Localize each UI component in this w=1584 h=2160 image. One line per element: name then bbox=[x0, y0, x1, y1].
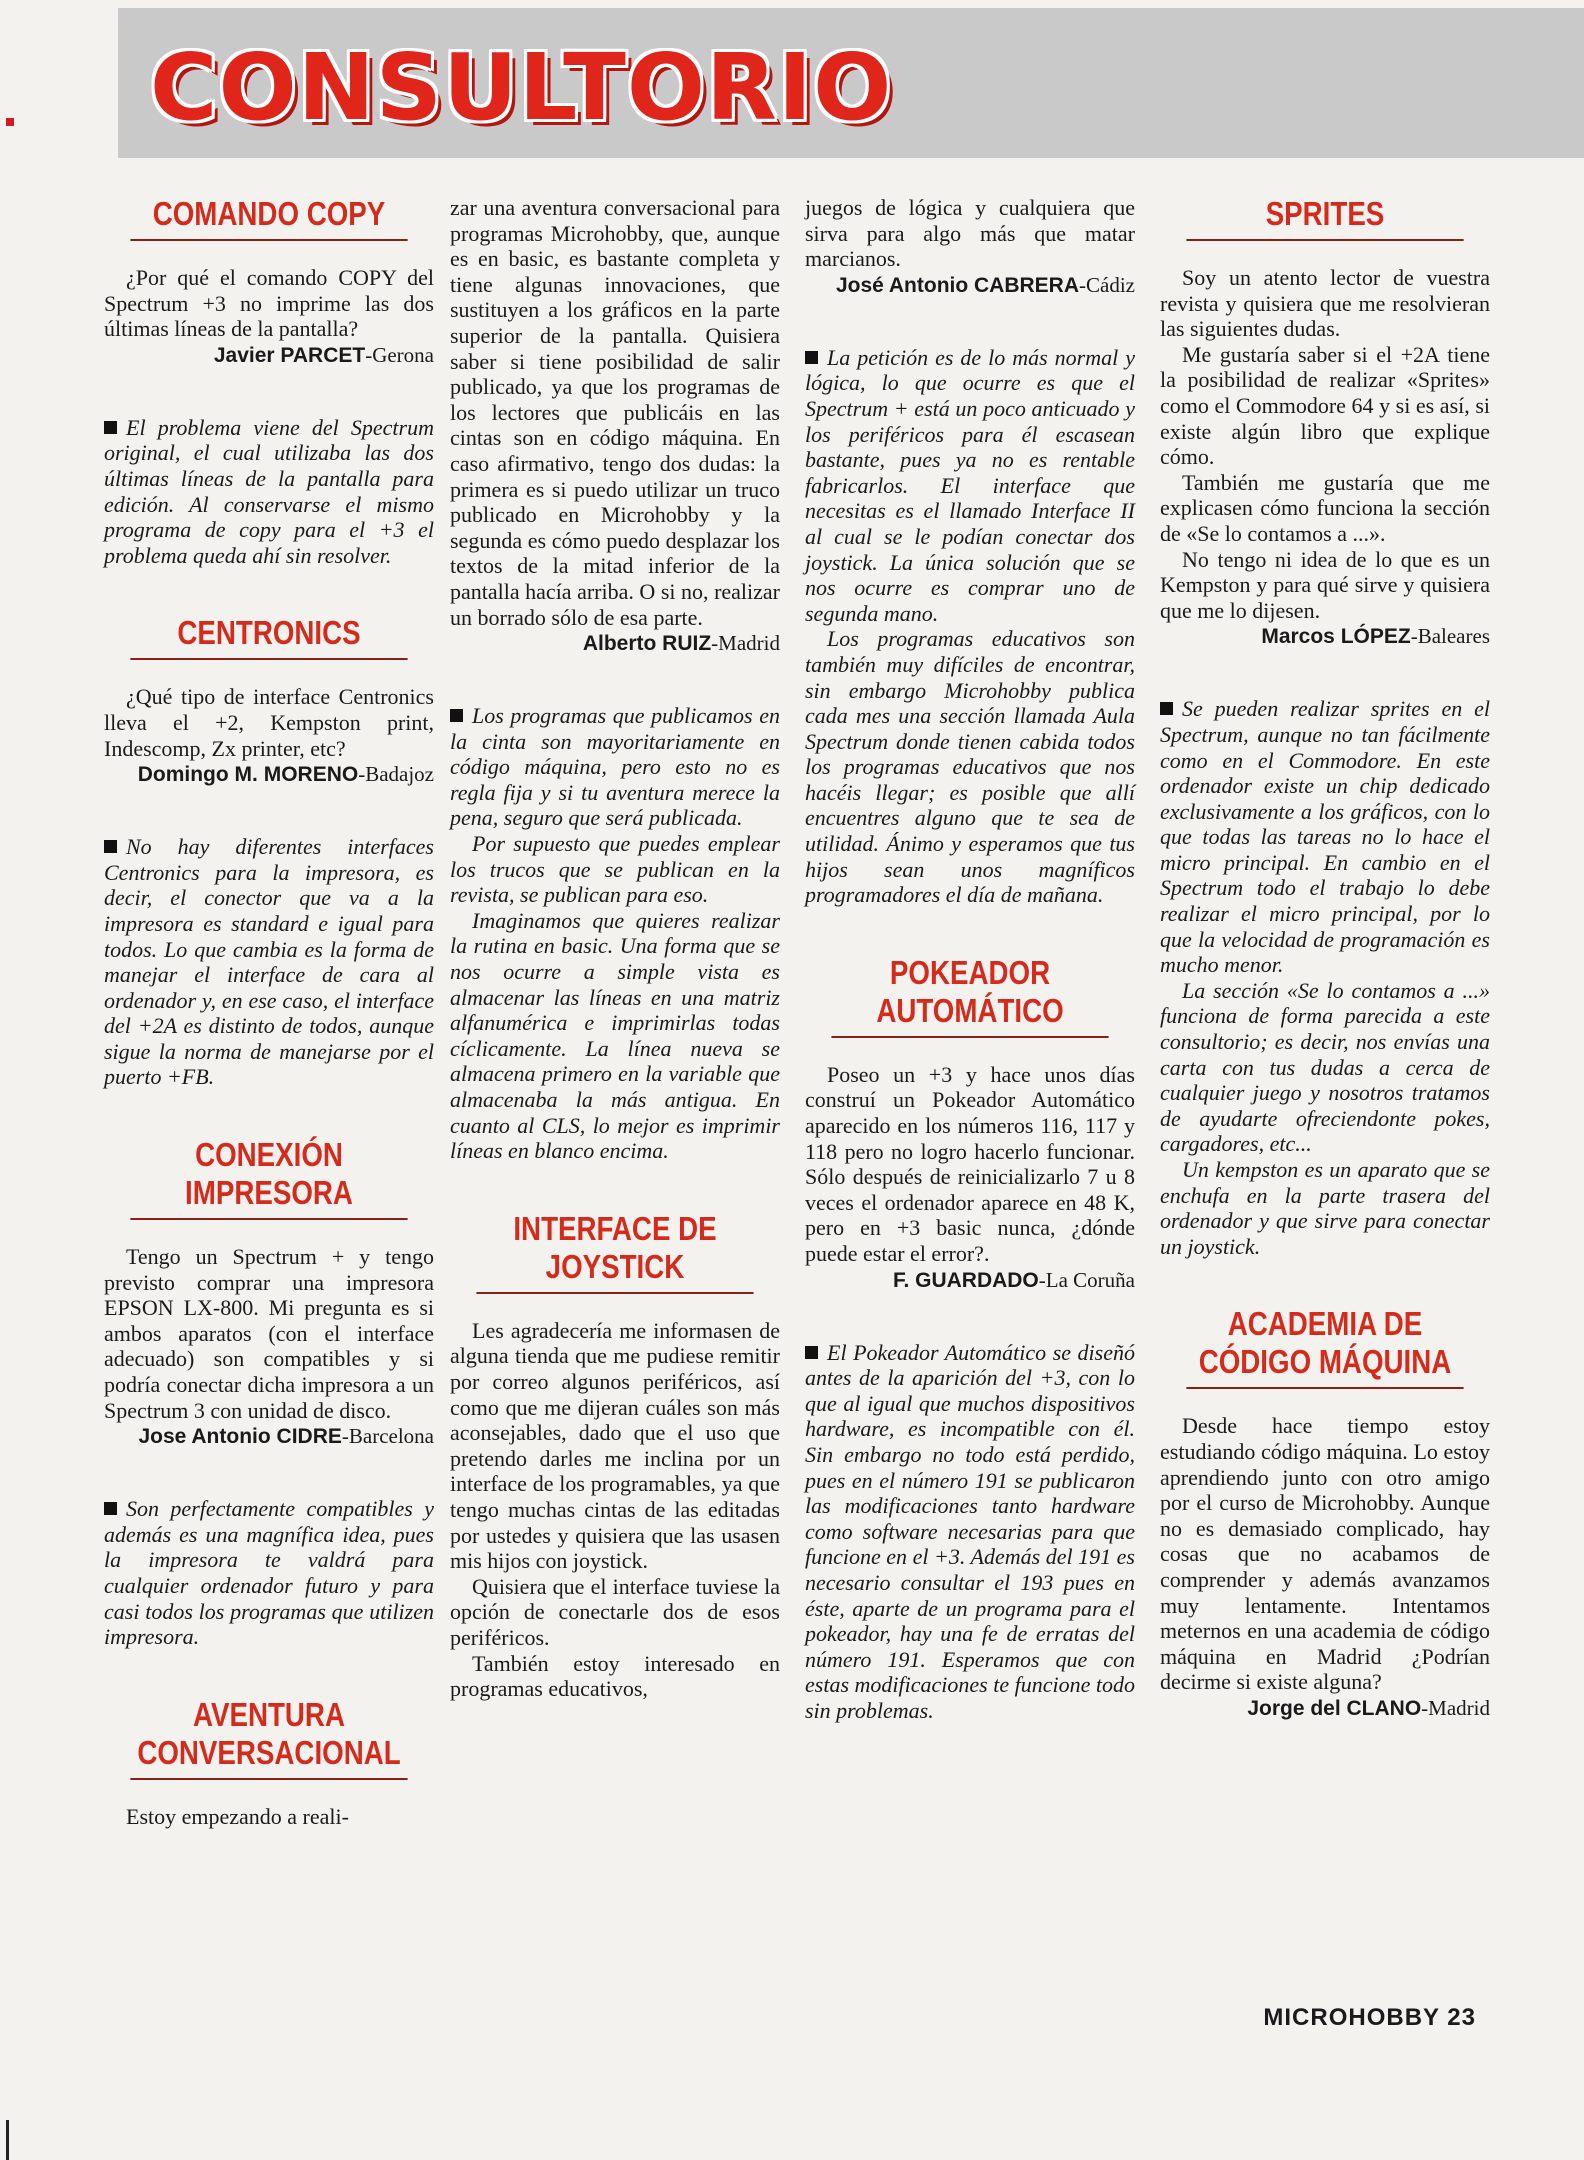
bullet-icon bbox=[805, 351, 818, 364]
author-signature: Jorge del CLANO-Madrid bbox=[1247, 1695, 1490, 1720]
answer-text: El Pokeador Automático se diseñó antes de la aparición del +3, con lo que al igual que muchos dispositivos hardware, es incompatible con él. Sin embargo no todo está perdido, pues en el número 191 se publicaron las modificaciones tanto hardware como software necesarias para que funcione en el +3. Además del 191 es necesario consultar el 193 pues en éste, aparte de un programa para el pokeador, hay una fe de erratas del número 191. Esperamos que con estas modificaciones te funcione todo sin problemas. bbox=[805, 1339, 1135, 1723]
section-conexion-impresora bbox=[104, 1136, 434, 1650]
answer-text: Un kempston es un aparato que se enchufa en la parte trasera del ordenador y que sirve para conectar un joystick. bbox=[1160, 1157, 1490, 1259]
author-signature: José Antonio CABRERA-Cádiz bbox=[835, 272, 1135, 297]
author-signature: Domingo M. MORENO-Badajoz bbox=[137, 762, 434, 787]
answer-text: La petición es de lo más normal y lógica, lo que ocurre es que el Spectrum + está un poco anticuado y los periféricos para él escasean bastante, pues ya no es rentable fabricarlos. El interface que necesitas es el llamado Interface II al cual se le podían conectar dos joystick. La única solución que se nos ocurre es comprar uno de segunda mano. bbox=[805, 344, 1135, 626]
question-text: ¿Por qué el comando COPY del Spectrum +3 no imprime las dos últimas líneas de la pantalla? bbox=[104, 265, 434, 342]
question-text: juegos de lógica y cualquiera que sirva para algo más que matar marcianos. bbox=[805, 195, 1135, 272]
author-signature: Alberto RUIZ-Madrid bbox=[582, 631, 780, 656]
bullet-icon bbox=[104, 840, 117, 853]
author-signature: F. GUARDADO-La Coruña bbox=[892, 1267, 1135, 1292]
author-signature: Javier PARCET-Gerona bbox=[213, 342, 434, 367]
page-edge-mark bbox=[6, 2120, 9, 2160]
column-3 bbox=[805, 195, 1135, 1724]
section-comando-copy bbox=[104, 195, 434, 568]
question-text: Desde hace tiempo estoy estudiando código máquina. Lo estoy aprendiendo junto con otro amigo por el curso de Microhobby. Aunque no es demasiado complicado, hay cosas que no acabamos de comprender y además avanzamos muy lentamente. Intentamos meternos en una academia de código máquina en Madrid ¿Podrían decirme si existe alguna? bbox=[1160, 1413, 1490, 1695]
question-text: Poseo un +3 y hace unos días construí un Pokeador Automático aparecido en los números 116, 117 y 118 pero no logro hacerlo funcionar. Sólo después de reinicializarlo 7 u 8 veces el ordenador aparece en 48 K, pero en +3 basic nunca, ¿dónde puede estar el error?. bbox=[805, 1061, 1135, 1266]
margin-mark bbox=[6, 118, 14, 126]
answer-text: Los programas que publicamos en la cinta son mayoritariamente en código máquina, pero esto no es regla fija y si tu aventura merece la pena, seguro que será publicada. bbox=[450, 703, 780, 831]
section-interface-joystick bbox=[450, 1210, 780, 1702]
answer-text: Son perfectamente compatibles y además es una magnífica idea, pues la impresora te valdrá para cualquier ordenador futuro y para casi todos los programas que utilizen impresora. bbox=[104, 1496, 434, 1650]
answer-text: La sección «Se lo contamos a ...» funciona de forma parecida a este consultorio; es decir, nos envías una carta con tus dudas a cerca de cualquier juego y nosotros tratamos de ayudarte ofreciendonte pokes, cargadores, etc... bbox=[1160, 977, 1490, 1157]
section-sprites bbox=[1160, 195, 1490, 1259]
answer-text: Se pueden realizar sprites en el Spectrum, aunque no tan fácilmente como en el Commodore. En este ordenador existe un chip dedicado exclusivamente a los gráficos, con lo que todas las tareas no lo hace el micro principal. En cambio en el Spectrum todo el trabajo lo debe realizar el micro principal, por lo que la velocidad de programación es mucho menor. bbox=[1160, 696, 1490, 978]
question-text: Soy un atento lector de vuestra revista y quisiera que me resolvieran las siguientes dudas. bbox=[1160, 265, 1490, 342]
question-text: zar una aventura conversacional para programas Microhobby, que, aunque es en basic, es bastante completa y tiene algunas innovaciones, que sustituyen a los gráficos en la parte superior de la pantalla. Quisiera saber si tiene posibilidad de salir publicado, ya que los programas de los lectores que publicáis en las cintas son en código máquina. En caso afirmativo, tengo dos dudas: la primera es si puedo utilizar un truco publicado en Microhobby y la segunda es cómo puedo desplazar los textos de la mitad inferior de la pantalla hacía arriba. O si no, realizar un borrado sólo de esa parte. bbox=[450, 195, 780, 630]
magazine-name: MICROHOBBY bbox=[1263, 2004, 1440, 2031]
question-text: Les agradecería me informasen de alguna tienda que me pudiese remitir por correo algunos periféricos, así como que me dijeran cuáles son más aconsejables, dado que el uso que pretendo darles me inclina por un interface de los programables, ya que tengo muchas cintas de las editadas por ustedes y quisiera que las usasen mis hijos con joystick. bbox=[450, 1317, 780, 1574]
page-title: CONSULTORIO bbox=[150, 34, 893, 141]
column-1 bbox=[104, 195, 434, 1829]
bullet-icon bbox=[104, 421, 117, 434]
section-title: CONEXIÓN IMPRESORA bbox=[130, 1136, 407, 1220]
column-2 bbox=[450, 195, 780, 1702]
bullet-icon bbox=[450, 709, 463, 722]
question-text: Me gustaría saber si el +2A tiene la posibilidad de realizar «Sprites» como el Commodore 64 y si es así, si existe algún libro que explique cómo. bbox=[1160, 341, 1490, 470]
bullet-icon bbox=[1160, 702, 1173, 715]
question-text: ¿Qué tipo de interface Centronics lleva el +2, Kempston print, Indescomp, Zx printer, etc? bbox=[104, 684, 434, 761]
page-footer bbox=[1263, 2004, 1476, 2032]
section-title: SPRITES bbox=[1186, 195, 1463, 241]
bullet-icon bbox=[104, 1502, 117, 1515]
section-title: INTERFACE DE JOYSTICK bbox=[476, 1210, 753, 1294]
section-title: COMANDO COPY bbox=[130, 195, 407, 241]
answer-text: No hay diferentes interfaces Centronics para la impresora, es decir, el conector que va a la impresora es standard e igual para todos. Lo que cambia es la forma de manejar el interface de cara al ordenador y, en ese caso, el interface del +2A es distinto de todos, aunque sigue la norma de manejarse por el puerto +FB. bbox=[104, 834, 434, 1090]
answer-text: Imaginamos que quieres realizar la rutina en basic. Una forma que se nos ocurre a simple vista es almacenar las líneas en una matriz alfanumérica e imprimirlas todas cíclicamente. La línea nueva se almacena primero en la variable que almacenaba la más antigua. En cuanto al CLS, lo mejor es imprimir líneas en blanco encima. bbox=[450, 907, 780, 1164]
page-number: 23 bbox=[1447, 2004, 1476, 2031]
section-title: CENTRONICS bbox=[130, 614, 407, 660]
section-title: ACADEMIA DE CÓDIGO MÁQUINA bbox=[1186, 1305, 1463, 1389]
question-text: Estoy empezando a reali- bbox=[126, 1803, 349, 1829]
column-4 bbox=[1160, 195, 1490, 1722]
question-text: Tengo un Spectrum + y tengo previsto comprar una impresora EPSON LX-800. Mi pregunta es si ambos aparatos (con el interface adecuado) son compatibles y si podría conectar dicha impresora a un Spectrum 3 con unidad de disco. bbox=[104, 1244, 434, 1423]
answer-text: Los programas educativos son también muy difíciles de encontrar, sin embargo Microhobby publica cada mes una sección llamada Aula Spectrum donde tienen cabida todos los programas educativos que nos hacéis llegar; es posible que allí encuentres alguno que te sea de utilidad. Ánimo y esperamos que tus hijos sean unos magníficos programadores el día de mañana. bbox=[805, 626, 1135, 908]
question-text: Quisiera que el interface tuviese la opción de conectarle dos de esos periféricos. bbox=[450, 1573, 780, 1650]
section-academia bbox=[1160, 1305, 1490, 1722]
section-pokeador bbox=[805, 954, 1135, 1724]
section-title: POKEADOR AUTOMÁTICO bbox=[831, 954, 1108, 1038]
bullet-icon bbox=[805, 1346, 818, 1359]
question-text: También me gustaría que me explicasen cómo funciona la sección de «Se lo contamos a ...». bbox=[1160, 469, 1490, 546]
question-text: No tengo ni idea de lo que es un Kempston y para qué sirve y quisiera que me lo dijesen. bbox=[1160, 546, 1490, 623]
section-title: AVENTURA CONVERSACIONAL bbox=[130, 1696, 407, 1780]
answer-text: Por supuesto que puedes emplear los trucos que se publican en la revista, se publican para eso. bbox=[450, 831, 780, 908]
section-centronics bbox=[104, 614, 434, 1090]
author-signature: Jose Antonio CIDRE-Barcelona bbox=[138, 1424, 434, 1449]
answer-text: El problema viene del Spectrum original, el cual utilizaba las dos últimas líneas de la pantalla para edición. Al conservarse el mismo programa de copy para el +3 el problema queda ahí sin resolver. bbox=[104, 414, 434, 568]
question-text: También estoy interesado en programas educativos, bbox=[450, 1650, 780, 1702]
author-signature: Marcos LÓPEZ-Baleares bbox=[1261, 624, 1490, 649]
section-aventura-conversacional bbox=[104, 1696, 434, 1830]
